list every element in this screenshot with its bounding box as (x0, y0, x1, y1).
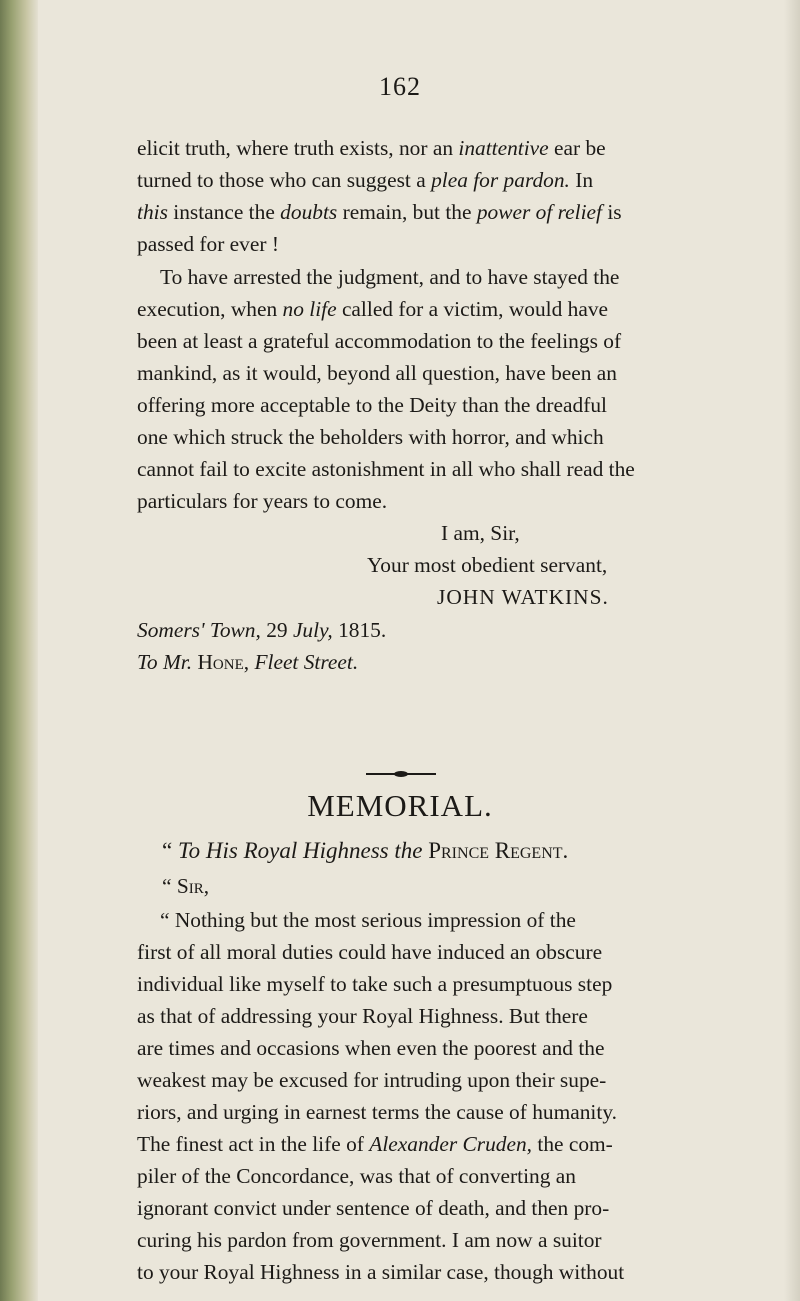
section-heading: MEMORIAL. (307, 788, 493, 823)
text-line: “ Nothing but the most serious impression of the (160, 908, 576, 932)
text-line: are times and occasions when even the poorest and the (137, 1036, 605, 1060)
text-line: cannot fail to excite astonishment in all who shall read the (137, 457, 635, 481)
text-line: one which struck the beholders with horror, and which (137, 425, 604, 449)
place-date: Somers' Town, 29 July, 1815. (137, 618, 387, 642)
text-line: passed for ever ! (137, 232, 279, 256)
text-line: piler of the Concordance, was that of converting an (137, 1164, 576, 1188)
closing-line: I am, Sir, (441, 521, 520, 545)
signature: JOHN WATKINS. (437, 585, 609, 609)
text-line: particulars for years to come. (137, 489, 388, 513)
text-line: first of all moral duties could have induced an obscure (137, 940, 603, 964)
text-line: offering more acceptable to the Deity than the dreadful (137, 393, 607, 417)
text-line: turned to those who can suggest a plea for pardon. In (137, 168, 594, 192)
text-line: execution, when no life called for a victim, would have (137, 297, 609, 321)
text-line: To have arrested the judgment, and to have stayed the (160, 265, 620, 289)
text-line: as that of addressing your Royal Highness. But there (137, 1004, 588, 1028)
text-line: been at least a grateful accommodation to the feelings of (137, 329, 622, 353)
text-line: mankind, as it would, beyond all question, have been an (137, 361, 617, 385)
address-line: To Mr. Hone, Fleet Street. (137, 650, 359, 674)
text-line: ignorant convict under sentence of death, and then pro- (137, 1196, 610, 1220)
text-line: weakest may be excused for intruding upon their supe- (137, 1068, 607, 1092)
section-divider-rule (366, 773, 436, 775)
text-line: The finest act in the life of Alexander Cruden, the com- (137, 1132, 613, 1156)
text-line: curing his pardon from government. I am now a suitor (137, 1228, 602, 1252)
address-heading: “ To His Royal Highness the Prince Regent. (162, 838, 569, 863)
text-line: elicit truth, where truth exists, nor an inattentive ear be (137, 136, 606, 160)
text-line: this instance the doubts remain, but the power of relief is (137, 200, 622, 224)
salutation: “ Sir, (162, 874, 210, 898)
text-line: to your Royal Highness in a similar case, though without (137, 1260, 625, 1284)
closing-line: Your most obedient servant, (367, 553, 608, 577)
text-line: riors, and urging in earnest terms the cause of humanity. (137, 1100, 617, 1124)
page-number: 162 (379, 72, 421, 101)
text-line: individual like myself to take such a presumptuous step (137, 972, 613, 996)
